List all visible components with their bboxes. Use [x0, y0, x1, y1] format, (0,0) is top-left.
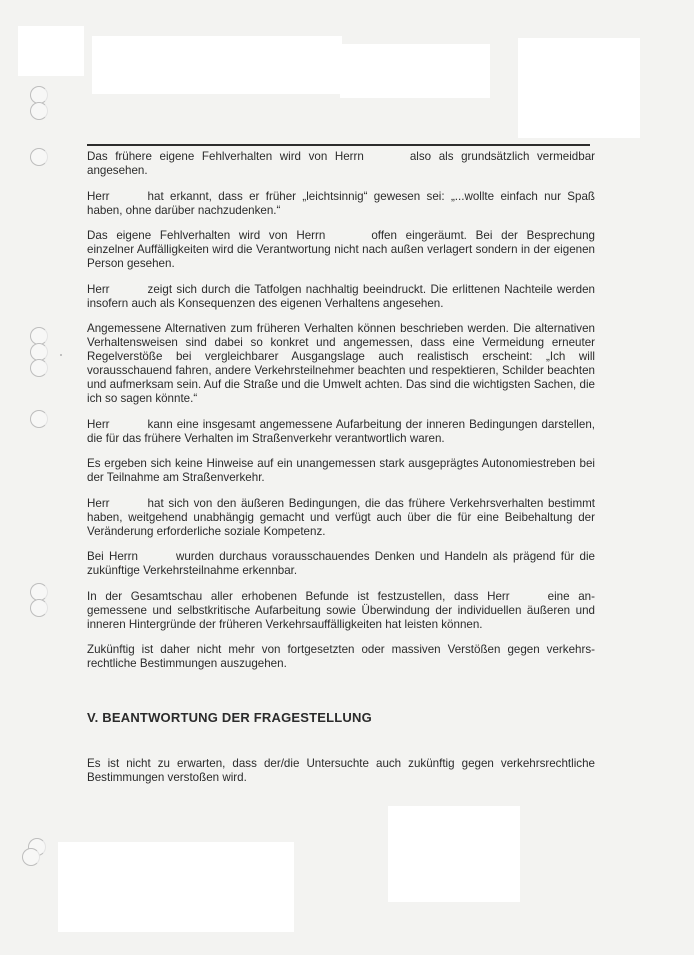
redaction-bottom-right [388, 806, 520, 902]
redaction-top-center [92, 36, 342, 94]
paragraph [87, 590, 595, 632]
scan-speck [60, 354, 62, 356]
paragraph-text: Herr [87, 417, 110, 431]
paragraph-text: In der Gesamtschau aller erhobenen Befunde ist festzustellen, dass Herr [87, 589, 510, 603]
redaction-bottom-left [58, 842, 294, 932]
paragraph-text: Zukünftig ist daher nicht mehr von fortgesetzten oder massiven Verstößen gegen verkehrsrechtliche Bestimmungen auszugehen. [87, 643, 595, 670]
paragraph [87, 150, 595, 178]
paragraph-text: Es ergeben sich keine Hinweise auf ein unangemessen stark ausgeprägtes Autonomiestreben bei der Teilnahme am Straßenverkehr. [87, 457, 595, 484]
paragraph-text: Herr [87, 189, 110, 203]
paragraph-text: Bei Herrn [87, 550, 138, 563]
answer-paragraph: Es ist nicht zu erwarten, dass der/die Untersuchte auch zukünftig gegen verkehrsrechtliche Bestimmungen verstoßen wird. [87, 757, 595, 784]
paragraph [87, 643, 595, 671]
paragraph-text: also als grundsätzlich vermeidbar angesehen. [87, 150, 595, 177]
paragraph [87, 497, 595, 539]
paragraph-text: Herr [87, 282, 110, 296]
paragraph-text: Angemessene Alternativen zum früheren Verhalten können beschrieben werden. Die alternativen Verhaltensweisen sind dabei so konkret und angemessen, dass eine Vermeidung erneuter Regelverstöße bei vergleichbarer Ausgangslage auch realistisch erscheint: „Ich will vorausschauend fahren, andere Verkehrsteilnehmer beachten und respektieren, Schilder beachten und aufmerksam sein. Auf die Straße und die Umwelt achten. Das sind die wichtigsten Sachen, die ich so sagen könnte.“ [87, 322, 595, 405]
paragraph-text: wurden durchaus vorausschauendes Denken und Handeln als prägend für die zukünftige Verkehrsteilnahme erkennbar. [87, 550, 595, 577]
body-text [87, 150, 595, 683]
paragraph-text: eine angemessene und selbstkritische Aufarbeitung sowie Überwindung der individuellen äußeren und inneren Hintergründe der früheren Verkehrsauffälligkeiten hat leisten können. [87, 589, 595, 631]
paragraph [87, 190, 595, 218]
paragraph-text: Herr [87, 496, 110, 510]
punch-hole [30, 599, 48, 617]
punch-hole [22, 848, 40, 866]
header-rule [87, 144, 590, 146]
punch-hole [30, 410, 48, 428]
paragraph-text: Das frühere eigene Fehlverhalten wird von Herrn [87, 150, 364, 163]
punch-hole [30, 359, 48, 377]
paragraph-text: kann eine insgesamt angemessene Aufarbeitung der inneren Bedingungen darstellen, die für das frühere Verhalten im Straßenverkehr verantwortlich waren. [87, 417, 595, 445]
paragraph [87, 229, 595, 271]
punch-hole [30, 102, 48, 120]
redaction-top-left [18, 26, 84, 76]
paragraph [87, 457, 595, 485]
redaction-top-middle [340, 44, 490, 98]
paragraph-text: zeigt sich durch die Tatfolgen nachhaltig beeindruckt. Die erlittenen Nachteile werden insofern auch als Konsequenzen des eigenen Verhaltens angesehen. [87, 282, 595, 310]
paragraph-text: Das eigene Fehlverhalten wird von Herrn [87, 229, 326, 242]
paragraph [87, 550, 595, 578]
paragraph-text: hat erkannt, dass er früher „leichtsinnig“ gewesen sei: „...wollte einfach nur Spaß haben, ohne darüber nachzudenken.“ [87, 189, 595, 217]
paragraph [87, 322, 595, 406]
paragraph [87, 283, 595, 311]
redaction-top-right [518, 38, 640, 138]
paragraph-text: hat sich von den äußeren Bedingungen, die das frühere Verkehrsverhalten bestimmt haben, weitgehend unabhängig gemacht und verfügt auch über die für eine Beibehaltung der Veränderung erforderliche soziale Kompetenz. [87, 496, 595, 538]
paragraph [87, 418, 595, 446]
section-heading: V. BEANTWORTUNG DER FRAGESTELLUNG [87, 710, 372, 725]
punch-hole [30, 148, 48, 166]
paragraph-text: offen eingeräumt. Bei der Besprechung einzelner Auffälligkeiten wird die Verantwortung nicht nach außen verlagert sondern in der eigenen Person gesehen. [87, 229, 595, 270]
